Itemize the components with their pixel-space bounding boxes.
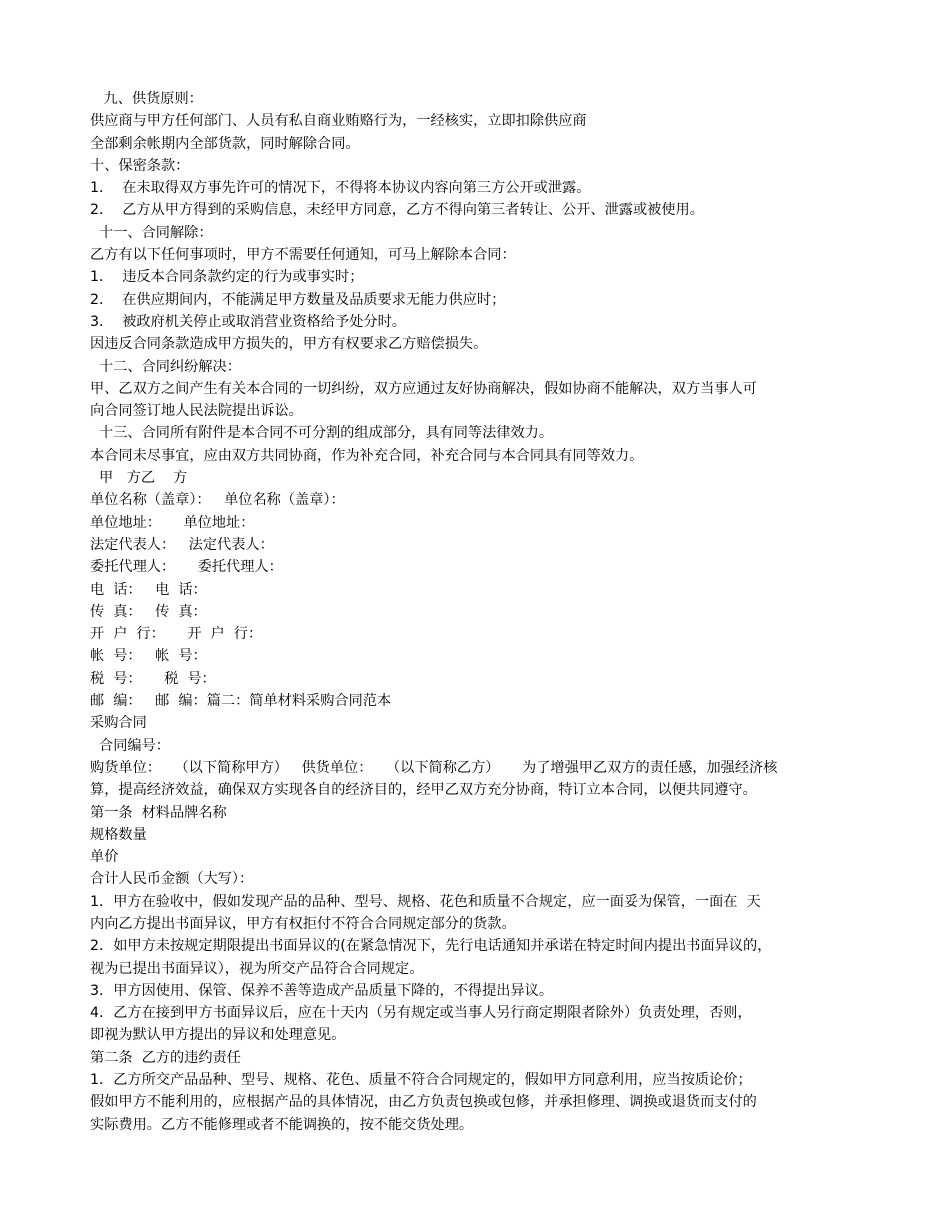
section-heading-supply-principle: 九、供货原则： — [90, 91, 203, 107]
paragraph-line: 供应商与甲方任何部门、人员有私自商业贿赂行为，一经核实，立即扣除供应商 — [90, 113, 587, 130]
signature-field-bank: 开 户 行： 开 户 行： — [90, 626, 263, 643]
paragraph-line: 因违反合同条款造成甲方损失的，甲方有权要求乙方赔偿损失。 — [90, 336, 488, 353]
paragraph-line: 算，提高经济效益，确保双方实现各自的经济目的，经甲乙双方充分协商，特订立本合同，以便共同遵守。 — [90, 782, 757, 799]
list-item: 1． 在未取得双方事先许可的情况下，不得将本协议内容向第三方公开或泄露。 — [90, 180, 591, 197]
list-item: 1．甲方在验收中，假如发现产品的品种、型号、规格、花色和质量不合规定，应一面妥为保管，一面在 天 — [90, 893, 761, 910]
signature-field-address: 单位地址： 单位地址： — [90, 514, 255, 531]
paragraph-line: 甲、乙双方之间产生有关本合同的一切纠纷，双方应通过友好协商解决，假如协商不能解决，双方当事人可 — [90, 380, 757, 397]
list-item: 2．如甲方未按规定期限提出书面异议的(在紧急情况下，先行电话通知并承诺在特定时间内提出书面异议的， — [90, 938, 772, 955]
paragraph-line: 合计人民币金额（大写）： — [90, 871, 254, 888]
paragraph-line: 购货单位： （以下简称甲方） 供货单位： （以下简称乙方） 为了增强甲乙双方的责任感，加强经济核 — [90, 759, 778, 776]
contract-title: 采购合同 — [90, 715, 147, 732]
signature-field-legal-rep: 法定代表人： 法定代表人： — [90, 536, 274, 553]
article-heading: 第一条 材料品牌名称 — [90, 804, 227, 821]
paragraph-line: 即视为默认甲方提出的异议和处理意见。 — [90, 1027, 346, 1044]
paragraph-line: 向合同签订地人民法院提出诉讼。 — [90, 403, 303, 420]
article-heading: 第二条 乙方的违约责任 — [90, 1049, 241, 1066]
signature-field-postcode: 邮 编： 邮 编：篇二：简单材料采购合同范本 — [90, 693, 392, 710]
paragraph-line: 实际费用。乙方不能修理或者不能调换的，按不能交货处理。 — [90, 1116, 474, 1133]
signature-field-agent: 委托代理人： 委托代理人： — [90, 559, 283, 576]
section-heading-dispute: 十二、合同纠纷解决： — [90, 358, 241, 375]
list-item: 2． 在供应期间内，不能满足甲方数量及品质要求无能力供应时； — [90, 291, 506, 308]
contract-number: 合同编号： — [90, 737, 170, 754]
signature-parties-header: 甲 方乙 方 — [90, 470, 188, 487]
paragraph-line: 乙方有以下任何事项时，甲方不需要任何通知，可马上解除本合同： — [90, 247, 516, 264]
section-heading-confidentiality: 十、保密条款： — [90, 157, 190, 174]
paragraph-line: 内向乙方提出书面异议，甲方有权拒付不符合合同规定部分的货款。 — [90, 915, 516, 932]
paragraph-line: 视为已提出书面异议），视为所交产品符合合同规定。 — [90, 960, 424, 977]
signature-field-tax-number: 税 号： 税 号： — [90, 670, 216, 687]
list-item: 1． 违反本合同条款约定的行为或事实时； — [90, 269, 364, 286]
list-item: 3． 被政府机关停止或取消营业资格给予处分时。 — [90, 313, 406, 330]
signature-field-phone: 电 话： 电 话： — [90, 581, 207, 598]
paragraph-line: 全部剩余帐期内全部货款，同时解除合同。 — [90, 135, 360, 152]
list-item: 2． 乙方从甲方得到的采购信息，未经甲方同意，乙方不得向第三者转让、公开、泄露或被使用。 — [90, 202, 704, 219]
paragraph-line: 假如甲方不能利用的，应根据产品的具体情况，由乙方负责包换或包修，并承担修理、调换或退货而支付的 — [90, 1094, 757, 1111]
list-item: 4．乙方在接到甲方书面异议后，应在十天内（另有规定或当事人另行商定期限者除外）负责处理，否则， — [90, 1005, 752, 1022]
paragraph-line: 单价 — [90, 849, 119, 866]
paragraph-line: 规格数量 — [90, 826, 147, 843]
section-heading-termination: 十一、合同解除： — [90, 224, 213, 241]
list-item: 3．甲方因使用、保管、保养不善等造成产品质量下降的，不得提出异议。 — [90, 982, 554, 999]
list-item: 1．乙方所交产品品种、型号、规格、花色、质量不符合合同规定的，假如甲方同意利用，应当按质论价； — [90, 1072, 752, 1089]
document-body — [90, 88, 870, 1136]
section-heading-attachments: 十三、合同所有附件是本合同不可分割的组成部分，具有同等法律效力。 — [90, 425, 554, 442]
signature-field-account: 帐 号： 帐 号： — [90, 648, 207, 665]
signature-field-fax: 传 真： 传 真： — [90, 603, 207, 620]
paragraph-line: 本合同未尽事宜，应由双方共同协商，作为补充合同，补充合同与本合同具有同等效力。 — [90, 447, 644, 464]
signature-field-company-name: 单位名称（盖章）： 单位名称（盖章）： — [90, 492, 345, 509]
